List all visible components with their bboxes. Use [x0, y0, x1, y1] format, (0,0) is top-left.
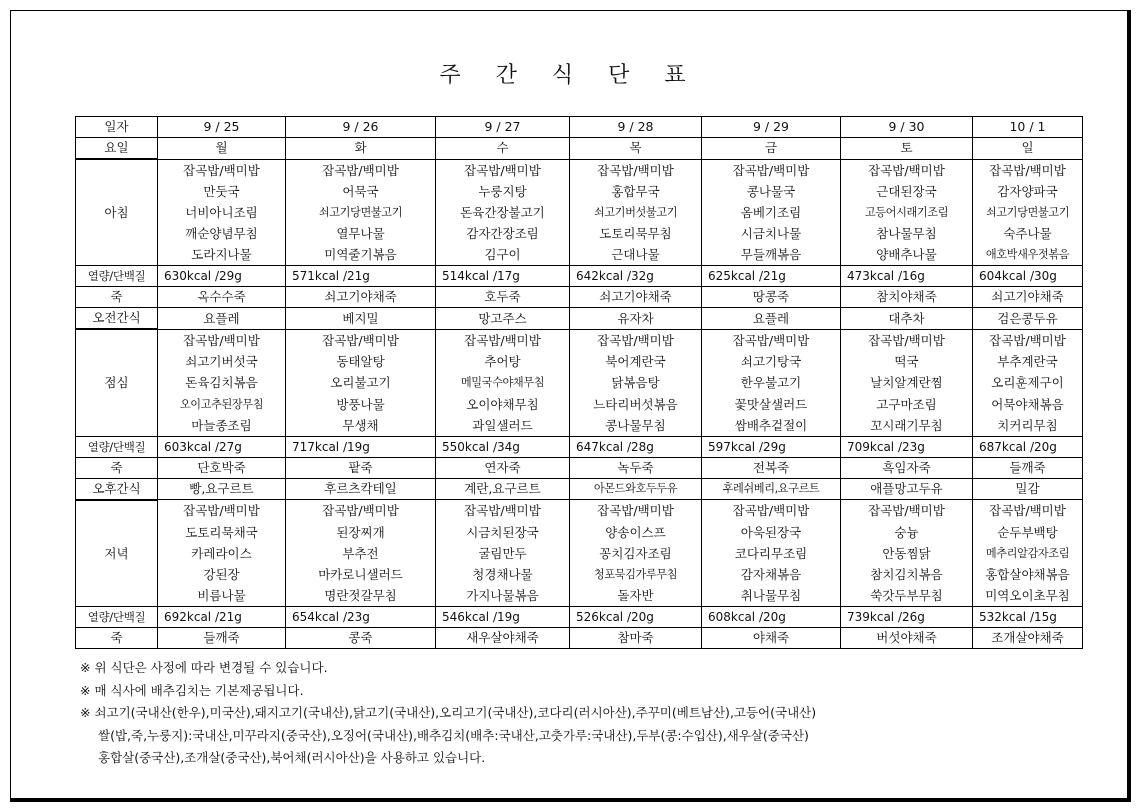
- day-cell: 일: [973, 138, 1083, 160]
- meal-dishes-cell: [841, 500, 973, 607]
- nutrition-cell: 630kcal /29g: [158, 266, 286, 287]
- nutrition-row: [76, 607, 1083, 628]
- porridge-cell: 녹두죽: [570, 457, 702, 478]
- dish-item: 숭늉: [894, 524, 919, 540]
- nutrition-cell: 717kcal /19g: [286, 436, 436, 457]
- dish-item: 잡곡밥/백미밥: [989, 503, 1066, 519]
- snack-cell: 대추차: [841, 308, 973, 330]
- porridge-cell: 쇠고기야채죽: [286, 287, 436, 308]
- weekly-menu-table: [75, 116, 1083, 649]
- dish-item: 강된장: [203, 566, 240, 582]
- dish-item: 잡곡밥/백미밥: [732, 332, 810, 348]
- dish-item: 열무나물: [336, 226, 385, 242]
- dish-item: 잡곡밥/백미밥: [868, 503, 945, 519]
- meal-dishes-cell: [286, 500, 436, 607]
- snack-cell: 빵,요구르트: [158, 478, 286, 500]
- day-cell: 화: [286, 138, 436, 160]
- dish-item: 도라지나물: [191, 247, 252, 263]
- dish-item: 부추전: [342, 545, 379, 561]
- dish-item: 느타리버섯볶음: [593, 396, 678, 412]
- meal-dishes-row: [76, 159, 1083, 266]
- snack-cell: 베지밀: [286, 308, 436, 330]
- day-row: [76, 138, 1083, 160]
- dish-item: 잡곡밥/백미밥: [597, 503, 674, 519]
- dish-item: 참나물무침: [876, 226, 937, 242]
- porridge-cell: 옥수수죽: [158, 287, 286, 308]
- porridge-label: 죽: [76, 457, 158, 478]
- meal-dishes-cell: [570, 500, 702, 607]
- porridge-cell: 조개살야채죽: [973, 628, 1083, 649]
- dish-item: 근대나물: [611, 247, 660, 263]
- dish-item: 돌자반: [617, 588, 654, 604]
- note-line: ※ 매 식사에 배추김치는 기본제공됩니다.: [80, 682, 304, 698]
- dish-item: 치커리무침: [997, 417, 1058, 433]
- dish-item: 오이고추된장무침: [179, 397, 264, 411]
- snack-cell: 밀감: [973, 478, 1083, 500]
- dish-item: 근대된장국: [876, 183, 937, 199]
- porridge-cell: 야채죽: [702, 628, 841, 649]
- dish-item: 청경채나물: [472, 566, 533, 582]
- nutrition-cell: 514kcal /17g: [436, 266, 570, 287]
- meal-label: 아침: [76, 159, 158, 266]
- dish-item: 잡곡밥/백미밥: [868, 162, 945, 178]
- dish-item: 감자양파국: [997, 183, 1058, 199]
- nutrition-cell: 709kcal /23g: [841, 436, 973, 457]
- porridge-row: [76, 457, 1083, 478]
- dish-item: 콩나물무침: [605, 417, 666, 433]
- porridge-cell: 단호박죽: [158, 457, 286, 478]
- dish-item: 된장찌개: [336, 524, 385, 540]
- dish-item: 잡곡밥/백미밥: [322, 332, 399, 348]
- porridge-row: [76, 628, 1083, 649]
- dish-item: 어묵국: [342, 183, 379, 199]
- dish-item: 쇠고기탕국: [740, 354, 802, 370]
- dish-item: 쇠고기당면불고기: [318, 205, 403, 219]
- dish-item: 쇠고기버섯국: [185, 354, 258, 370]
- dish-item: 메밀국수야채무침: [460, 376, 545, 390]
- dish-item: 날치알계란찜: [870, 375, 943, 391]
- dish-item: 잡곡밥/백미밥: [732, 162, 810, 178]
- snack-cell: 요플레: [158, 308, 286, 330]
- day-cell: 목: [570, 138, 702, 160]
- dish-item: 무생채: [342, 417, 379, 433]
- dish-item: 고구마조림: [876, 396, 937, 412]
- snack-cell: 검은콩두유: [973, 308, 1083, 330]
- meal-dishes-cell: [158, 500, 286, 607]
- date-cell: 9 / 26: [286, 117, 436, 138]
- porridge-cell: 땅콩죽: [702, 287, 841, 308]
- dish-item: 잡곡밥/백미밥: [464, 503, 541, 519]
- dish-item: 홍합무국: [611, 183, 660, 199]
- meal-label: 점심: [76, 329, 158, 436]
- snack-cell: 망고주스: [436, 308, 570, 330]
- date-header-label: 일자: [76, 117, 158, 138]
- meal-dishes-cell: [286, 159, 436, 266]
- dish-item: 잡곡밥/백미밥: [464, 332, 541, 348]
- meal-dishes-cell: [973, 500, 1083, 607]
- snack-row: [76, 478, 1083, 500]
- porridge-cell: 참치야채죽: [841, 287, 973, 308]
- dish-item: 취나물무침: [740, 588, 802, 604]
- nutrition-cell: 625kcal /21g: [702, 266, 841, 287]
- date-cell: 9 / 30: [841, 117, 973, 138]
- porridge-cell: 쇠고기야채죽: [973, 287, 1083, 308]
- dish-item: 감자간장조림: [466, 226, 539, 242]
- dish-item: 한우불고기: [740, 375, 802, 391]
- date-cell: 9 / 29: [702, 117, 841, 138]
- date-row: [76, 117, 1083, 138]
- porridge-row: [76, 287, 1083, 308]
- snack-cell: 요플레: [702, 308, 841, 330]
- porridge-cell: 콩죽: [286, 628, 436, 649]
- dish-item: 잡곡밥/백미밥: [732, 503, 810, 519]
- dish-item: 동태알탕: [336, 354, 385, 370]
- dish-item: 잡곡밥/백미밥: [989, 332, 1066, 348]
- nutrition-cell: 692kcal /21g: [158, 607, 286, 628]
- meal-dishes-cell: [436, 159, 570, 266]
- meal-dishes-row: [76, 500, 1083, 607]
- meal-dishes-cell: [973, 329, 1083, 436]
- dish-item: 마늘종조림: [191, 417, 252, 433]
- dish-item: 도토리묵무침: [599, 226, 672, 242]
- day-cell: 토: [841, 138, 973, 160]
- nutrition-cell: 550kcal /34g: [436, 436, 570, 457]
- dish-item: 잡곡밥/백미밥: [597, 332, 674, 348]
- dish-item: 꽃맛살샐러드: [734, 396, 808, 412]
- porridge-cell: 새우살야채죽: [436, 628, 570, 649]
- nutrition-cell: 608kcal /20g: [702, 607, 841, 628]
- meal-dishes-cell: [702, 500, 841, 607]
- dish-item: 잡곡밥/백미밥: [183, 332, 260, 348]
- dish-item: 오이야채무침: [466, 396, 539, 412]
- dish-item: 추어탕: [484, 354, 521, 370]
- dish-item: 굴림만두: [478, 545, 527, 561]
- dish-item: 어묵야채볶음: [991, 396, 1064, 412]
- porridge-cell: 쇠고기야채죽: [570, 287, 702, 308]
- dish-item: 콩나물국: [746, 183, 796, 199]
- dish-item: 오리불고기: [330, 375, 391, 391]
- dish-item: 코다리무조림: [734, 545, 808, 561]
- dish-item: 아욱된장국: [740, 524, 802, 540]
- nutrition-cell: 642kcal /32g: [570, 266, 702, 287]
- dish-item: 시금치나물: [740, 226, 802, 242]
- dish-item: 잡곡밥/백미밥: [183, 503, 260, 519]
- dish-item: 옴베기조림: [740, 204, 802, 220]
- dish-item: 무들깨볶음: [740, 247, 802, 263]
- dish-item: 꽁치김자조림: [599, 545, 672, 561]
- note-line: 쌀(밥,죽,누룽지):국내산,미꾸라지(중국산),오징어(국내산),배추김치(배추:국내산,고춧가루:국내산),두부(콩:수입산),새우살(중국산): [98, 727, 809, 743]
- snack-cell: 애플망고두유: [841, 478, 973, 500]
- porridge-cell: 팥죽: [286, 457, 436, 478]
- dish-item: 숙주나물: [1003, 226, 1052, 242]
- nutrition-label: 열량/단백질: [76, 266, 158, 287]
- day-cell: 수: [436, 138, 570, 160]
- dish-item: 마카로니샐러드: [318, 566, 403, 582]
- dish-item: 안동찜닭: [882, 545, 931, 561]
- date-cell: 9 / 28: [570, 117, 702, 138]
- nutrition-cell: 546kcal /19g: [436, 607, 570, 628]
- nutrition-cell: 647kcal /28g: [570, 436, 702, 457]
- nutrition-row: [76, 266, 1083, 287]
- note-line: 홍합살(중국산),조개살(중국산),북어채(러시아산)을 사용하고 있습니다.: [98, 750, 486, 765]
- dish-item: 너비아니조림: [185, 204, 258, 220]
- porridge-cell: 들깨죽: [973, 457, 1083, 478]
- nutrition-cell: 604kcal /30g: [973, 266, 1083, 287]
- dish-item: 닭볶음탕: [611, 375, 660, 391]
- dish-item: 가지나물볶음: [466, 588, 539, 604]
- dish-item: 애호박새우젓볶음: [985, 248, 1070, 262]
- meal-dishes-cell: [436, 500, 570, 607]
- day-cell: 금: [702, 138, 841, 160]
- dish-item: 메추리알감자조림: [985, 546, 1070, 560]
- nutrition-cell: 571kcal /21g: [286, 266, 436, 287]
- dish-item: 떡국: [894, 354, 919, 370]
- nutrition-cell: 532kcal /15g: [973, 607, 1083, 628]
- meal-dishes-cell: [702, 159, 841, 266]
- dish-item: 순두부백탕: [997, 524, 1058, 540]
- dish-item: 꼬시래기무침: [870, 417, 943, 433]
- dish-item: 돈육김치볶음: [185, 375, 258, 391]
- day-header-label: 요일: [76, 138, 158, 160]
- dish-item: 김구이: [484, 247, 521, 263]
- dish-item: 고등어시래기조림: [864, 205, 949, 219]
- date-cell: 9 / 25: [158, 117, 286, 138]
- nutrition-cell: 687kcal /20g: [973, 436, 1083, 457]
- dish-item: 과일샐러드: [472, 417, 533, 433]
- meal-dishes-cell: [702, 329, 841, 436]
- meal-dishes-cell: [841, 159, 973, 266]
- page-title: 주 간 식 단 표: [439, 63, 700, 88]
- dish-item: 잡곡밥/백미밥: [868, 332, 945, 348]
- dish-item: 오리훈제구이: [991, 375, 1064, 391]
- dish-item: 시금치된장국: [466, 524, 539, 540]
- snack-cell: 아몬드와호두두유: [570, 478, 702, 500]
- porridge-label: 죽: [76, 628, 158, 649]
- porridge-cell: 들깨죽: [158, 628, 286, 649]
- dish-item: 감자채볶음: [740, 566, 802, 582]
- porridge-cell: 버섯야채죽: [841, 628, 973, 649]
- dish-item: 쇠고기버섯불고기: [593, 205, 678, 219]
- dish-item: 북어계란국: [605, 354, 666, 370]
- dish-item: 카레라이스: [191, 545, 252, 561]
- dish-item: 비름나물: [197, 588, 246, 604]
- meal-dishes-cell: [286, 329, 436, 436]
- notes: [80, 657, 816, 770]
- dish-item: 돈육간장불고기: [460, 204, 545, 220]
- nutrition-cell: 603kcal /27g: [158, 436, 286, 457]
- dish-item: 잡곡밥/백미밥: [322, 162, 399, 178]
- porridge-cell: 연자죽: [436, 457, 570, 478]
- date-cell: 9 / 27: [436, 117, 570, 138]
- dish-item: 방풍나물: [336, 396, 385, 412]
- snack-cell: 유자차: [570, 308, 702, 330]
- nutrition-row: [76, 436, 1083, 457]
- porridge-cell: 참마죽: [570, 628, 702, 649]
- snack-cell: 후레쉬베리,요구르트: [702, 478, 841, 500]
- porridge-cell: 흑임자죽: [841, 457, 973, 478]
- dish-item: 미역오이초무침: [985, 588, 1070, 604]
- dish-item: 양배추나물: [876, 247, 937, 263]
- dish-item: 홍합살야채볶음: [985, 566, 1070, 582]
- meal-dishes-cell: [158, 329, 286, 436]
- day-cell: 월: [158, 138, 286, 160]
- meal-label: 저녁: [76, 500, 158, 607]
- meal-dishes-cell: [570, 329, 702, 436]
- dish-item: 미역줄기볶음: [324, 247, 397, 263]
- meal-dishes-cell: [158, 159, 286, 266]
- dish-item: 만둣국: [203, 183, 240, 199]
- dish-item: 누룽지탕: [478, 183, 527, 199]
- dish-item: 깨순양념무침: [185, 226, 258, 242]
- snack-row: [76, 308, 1083, 330]
- snack-label: 오전간식: [76, 308, 158, 330]
- dish-item: 도토리묵채국: [185, 524, 258, 540]
- nutrition-cell: 526kcal /20g: [570, 607, 702, 628]
- dish-item: 쑥갓두부무침: [870, 588, 943, 604]
- dish-item: 명란젓갈무침: [324, 588, 397, 604]
- dish-item: 잡곡밥/백미밥: [989, 162, 1066, 178]
- dish-item: 양송이스프: [605, 524, 666, 540]
- note-line: ※ 쇠고기(국내산(한우),미국산),돼지고기(국내산),닭고기(국내산),오리고기(국내산),코다리(러시아산),주꾸미(베트남산),고등어(국내산): [80, 705, 817, 720]
- nutrition-cell: 739kcal /26g: [841, 607, 973, 628]
- note-line: ※ 위 식단은 사정에 따라 변경될 수 있습니다.: [80, 660, 328, 675]
- dish-item: 잡곡밥/백미밥: [183, 162, 260, 178]
- snack-cell: 계란,요구르트: [436, 478, 570, 500]
- porridge-cell: 전복죽: [702, 457, 841, 478]
- meal-dishes-cell: [841, 329, 973, 436]
- date-cell: 10 / 1: [973, 117, 1083, 138]
- porridge-label: 죽: [76, 287, 158, 308]
- meal-dishes-cell: [570, 159, 702, 266]
- nutrition-label: 열량/단백질: [76, 607, 158, 628]
- nutrition-cell: 473kcal /16g: [841, 266, 973, 287]
- porridge-cell: 호두죽: [436, 287, 570, 308]
- dish-item: 쇠고기당면불고기: [985, 205, 1070, 219]
- meal-dishes-cell: [436, 329, 570, 436]
- dish-item: 잡곡밥/백미밥: [597, 162, 674, 178]
- nutrition-cell: 654kcal /23g: [286, 607, 436, 628]
- snack-cell: 후르츠칵테일: [286, 478, 436, 500]
- dish-item: 잡곡밥/백미밥: [322, 503, 399, 519]
- dish-item: 잡곡밥/백미밥: [464, 162, 541, 178]
- nutrition-cell: 597kcal /29g: [702, 436, 841, 457]
- snack-label: 오후간식: [76, 478, 158, 500]
- dish-item: 부추계란국: [997, 354, 1058, 370]
- meal-dishes-cell: [973, 159, 1083, 266]
- dish-item: 쌈배추겉절이: [734, 417, 808, 433]
- dish-item: 참치김치볶음: [870, 566, 943, 582]
- dish-item: 청포묵김가루무침: [593, 567, 678, 581]
- nutrition-label: 열량/단백질: [76, 436, 158, 457]
- meal-dishes-row: [76, 329, 1083, 436]
